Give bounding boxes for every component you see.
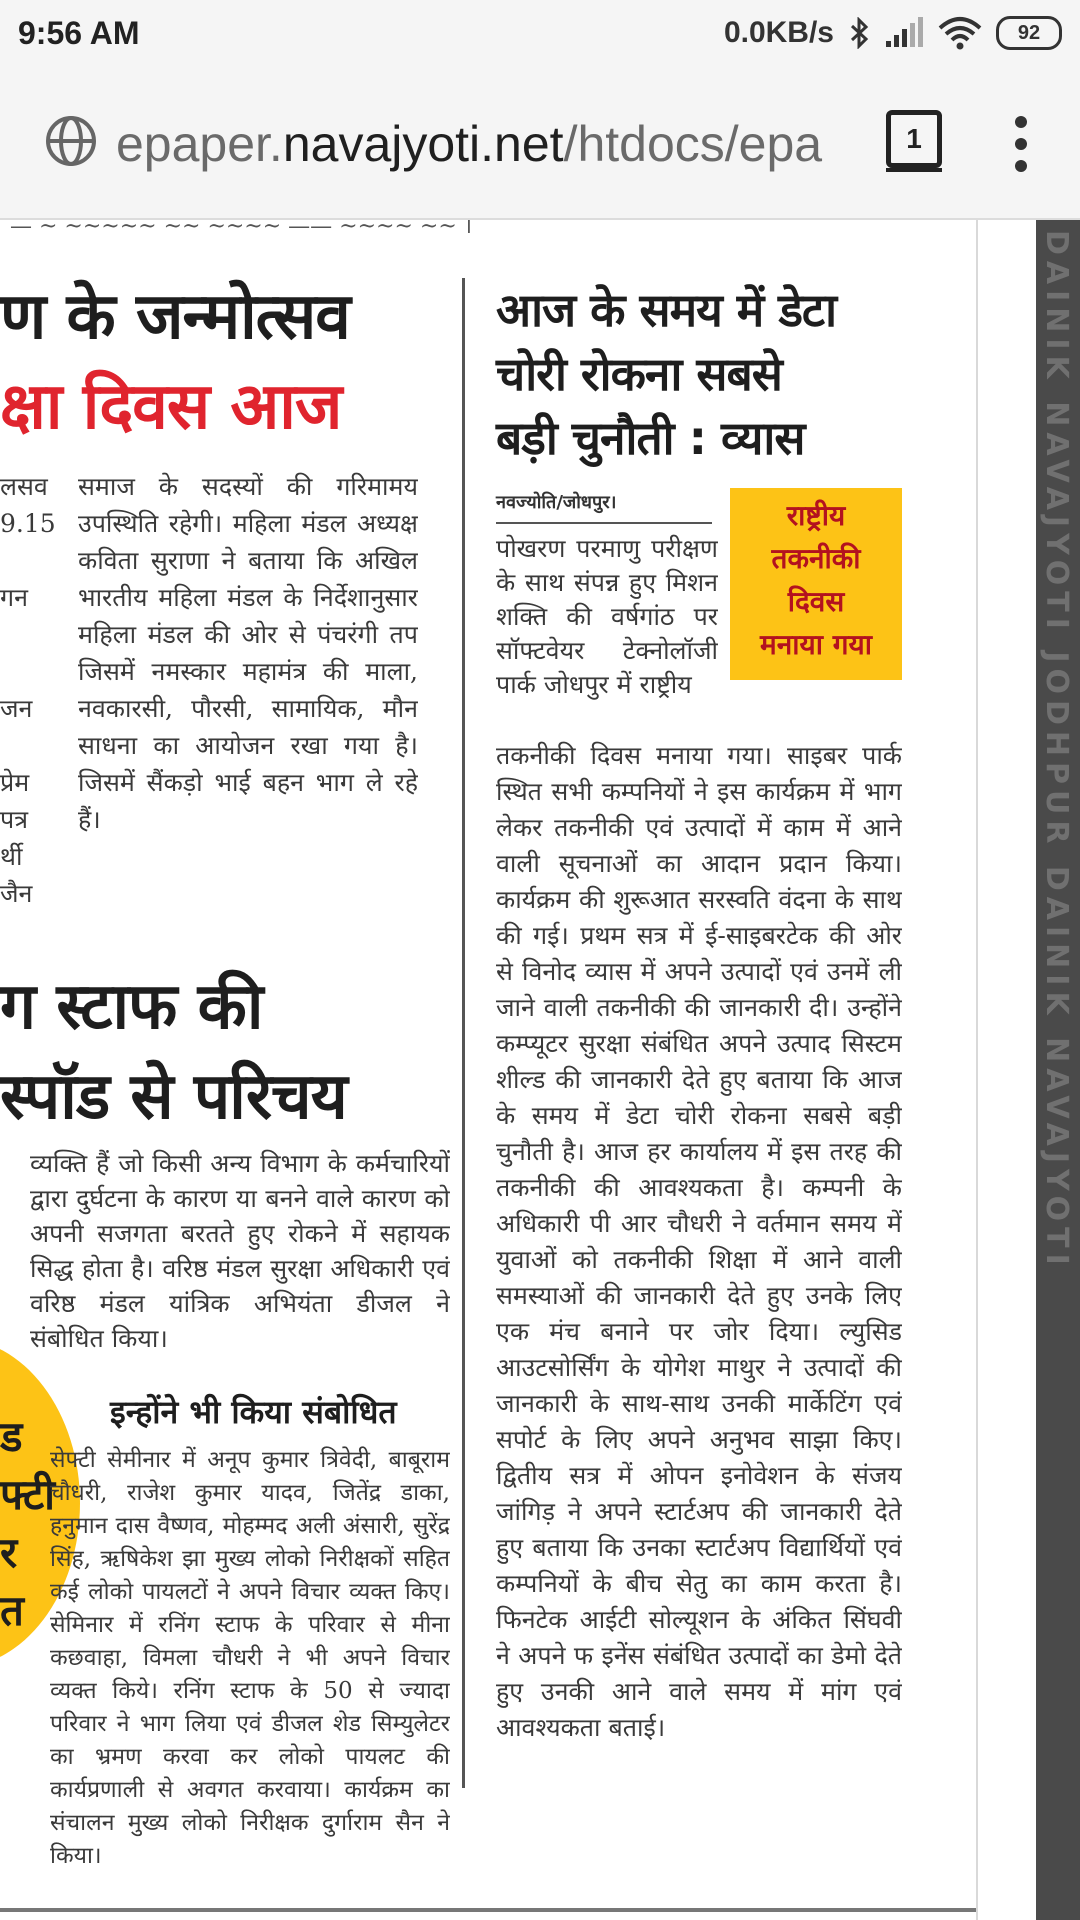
battery-icon: 92 xyxy=(996,16,1062,50)
clipped-line: गन xyxy=(0,583,28,612)
page-bottom-rule xyxy=(0,1908,976,1912)
highlight-box xyxy=(730,488,902,680)
clipped-line xyxy=(0,542,60,579)
url-prefix: epaper. xyxy=(116,116,283,172)
status-time: 9:56 AM xyxy=(18,14,140,51)
left-headline-line1: ण के जन्मोत्सव xyxy=(0,280,350,354)
column-divider xyxy=(462,278,465,1788)
clipped-line: पत्र xyxy=(0,805,29,834)
clipped-line: लसव xyxy=(0,472,48,501)
network-speed: 0.0KB/s xyxy=(723,16,834,49)
right-lead: पोखरण परमाणु परीक्षण के साथ संपन्न हुए मिशन शक्ति की वर्षगांठ पर सॉफ्टवेयर टेक्नोलॉजी पार्क जोधपुर में राष्ट्रीय xyxy=(496,534,718,699)
right-body: तकनीकी दिवस मनाया गया। साइबर पार्क स्थित सभी कम्पनियों ने इस कार्यक्रम में भाग लेकर तकनीकी एवं उत्पादों में काम में आने वाली सूचनाओं का आदान प्रदान किया। कार्यक्रम की शुरूआत सरस्वति वंदना के साथ की गई। प्रथम सत्र में ई-साइबरटेक की ओर से विनोद व्यास में अपने उत्पादों एवं उनमें ली जाने वाली तकनीकी की जानकारी दी। उन्होंने कम्प्यूटर सुरक्षा संबंधित अपने उत्पाद सिस्टम शील्ड की जानकारी देते हुए बताया कि आज के समय में डेटा चोरी रोकना सबसे बड़ी चुनौती है। आज हर कार्यालय में इस तरह की तकनीकी की आवश्यकता है। कम्पनी के अधिकारी पी आर चौधरी ने वर्तमान समय में युवाओं को तकनीकी शिक्षा में आने वाली समस्याओं की जानकारी देते हुए उनके लिए एक मंच बनाने पर जोर दिया। ल्युसिड आउटसोर्सिंग के योगेश माथुर ने उत्पादों की जानकारी के साथ-साथ उनकी मार्केटिंग एवं सपोर्ट के लिए अपने अनुभव साझा किए। द्वितीय सत्र में ओपन इनोवेशन के संजय जांगिड़ ने अपने स्टार्टअप की जानकारी देते हुए बताया कि उनका स्टार्टअप विद्यार्थियों एवं कम्पनियों के बीच सेतु का काम करता है। फिनटेक आईटी सोल्यूशन के अंकित सिंघवी ने अपने फ इनेंस संबंधित उत्पादों का डेमो देते हुए उनकी आने वाले समय में मांग एवं आवश्यकता बताई। xyxy=(496,741,902,1742)
highlight-line: तकनीकी xyxy=(771,542,861,575)
wifi-icon xyxy=(938,16,982,50)
more-menu-icon[interactable] xyxy=(1006,116,1036,186)
byline-rule xyxy=(496,522,712,524)
clipped-line: र्थी xyxy=(0,842,23,871)
tab-switcher-icon[interactable]: 1 xyxy=(886,110,942,168)
page-edge xyxy=(976,220,978,1920)
left-subheading: इन्होंने भी किया संबोधित xyxy=(110,1393,397,1431)
highlight-circle-text: ड फ्टी र त xyxy=(0,1412,56,1635)
left-top-body: समाज के सदस्यों की गरिमामय उपस्थिति रहेगी। महिला मंडल अध्यक्ष कविता सुराणा ने बताया कि अखिल भारतीय महिला मंडल के निर्देशानुसार महिला मंडल की ओर से पंचरंगी तप जिसमें नमस्कार महामंत्र की माला, नवकारसी, पौरसी, सामायिक, मौन साधना का आयोजन रखा गया है। जिसमें सैंकड़ो भाई बहन भाग ले रहे हैं। xyxy=(78,472,418,834)
clipped-line xyxy=(0,653,60,690)
address-bar[interactable] xyxy=(116,114,846,174)
browser-toolbar xyxy=(0,66,1080,220)
tab-switcher-underline xyxy=(886,168,942,172)
status-icons xyxy=(724,16,1062,50)
strip-text: DAINIK NAVAJYOTI JODHPUR DAINIK NAVAJYOTI xyxy=(1039,230,1074,1271)
epaper-page[interactable] xyxy=(0,220,1036,1920)
clipped-line: जन xyxy=(0,694,33,723)
left-bottom-body2: सेफ्टी सेमीनार में अनूप कुमार त्रिवेदी, बाबूराम चौधरी, राजेश कुमार यादव, जितेंद्र डाका, हनुमान दास वैष्णव, मोहम्मद अली अंसारी, सुरेंद्र सिंह, ऋषिकेश झा मुख्य लोको निरीक्षकों सहित कई लोको पायलटों ने अपने विचार व्यक्त किए। सेमिनार में रनिंग स्टाफ के परिवार से मीना कछवाहा, विमला चौधरी ने भी अपने विचार व्यक्त किये। रनिंग स्टाफ के 50 से ज्यादा परिवार ने भाग लिया एवं डीजल शेड सिम्युलेटर का भ्रमण करवा कर लोको पायलट की कार्यप्रणाली से अवगत करवाया। कार्यक्रम का संचालन मुख्य लोको निरीक्षक दुर्गाराम सैन ने किया। xyxy=(50,1447,450,1869)
right-headline-line2: चोरी रोकना सबसे xyxy=(496,347,782,401)
left2-headline-line2: स्पॉड से परिचय xyxy=(0,1060,347,1134)
highlight-line: दिवस xyxy=(787,585,845,618)
right-headline-line1: आज के समय में डेटा xyxy=(496,283,837,337)
url-path: /htdocs/epa xyxy=(563,116,823,172)
clipped-line: 9.15 xyxy=(0,509,56,538)
clipped-line xyxy=(0,727,60,764)
highlight-line: मनाया गया xyxy=(759,628,873,661)
left2-headline-line1: ग स्टाफ की xyxy=(0,970,263,1044)
clipped-line xyxy=(0,616,60,653)
clipped-line: प्रेम xyxy=(0,768,30,797)
highlight-line: राष्ट्रीय xyxy=(786,499,846,532)
bluetooth-icon xyxy=(848,17,870,49)
clipped-line: जैन xyxy=(0,879,33,908)
left-headline-line2: क्षा दिवस आज xyxy=(0,370,342,444)
status-bar xyxy=(0,0,1080,66)
right-headline-line3: बड़ी चुनौती : व्यास xyxy=(496,411,805,465)
globe-icon[interactable] xyxy=(44,114,98,168)
page-top-fragment: — ~ ~~~~~ ~~ ~~~~ —— ~~~~ ~~ । xyxy=(10,220,473,239)
byline: नवज्योति/जोधपुर। xyxy=(496,492,617,513)
left-bottom-body: व्यक्ति हैं जो किसी अन्य विभाग के कर्मचारियों द्वारा दुर्घटना के कारण या बनने वाले कारण को अपनी सजगता बरतते हुए रोकने में सहायक सिद्ध होता है। वरिष्ठ मंडल सुरक्षा अधिकारी एवं वरिष्ठ मंडल यांत्रिक अभियंता डीजल ने संबोधित किया। xyxy=(30,1149,450,1353)
left-clipped-column xyxy=(0,468,60,912)
signal-icon xyxy=(884,17,924,49)
adjacent-page-strip[interactable] xyxy=(1036,220,1080,1920)
url-host: navajyoti.net xyxy=(282,116,564,172)
